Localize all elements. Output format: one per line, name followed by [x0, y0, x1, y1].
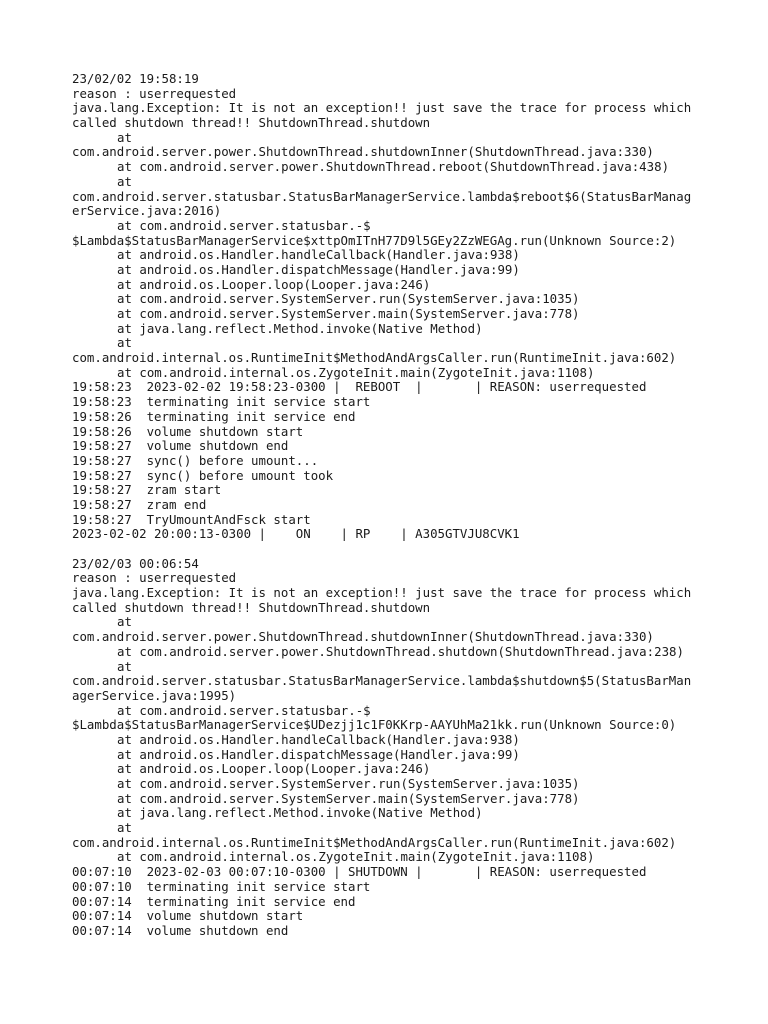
log-line: at com.android.internal.os.ZygoteInit.main(ZygoteInit.java:1108): [117, 849, 595, 865]
log-line: 19:58:27 volume shutdown end: [72, 438, 289, 454]
log-line: reason : userrequested: [72, 85, 237, 101]
log-line: at: [117, 820, 132, 836]
log-line: at android.os.Looper.loop(Looper.java:246): [117, 761, 431, 777]
log-line: at com.android.server.SystemServer.main(SystemServer.java:778): [117, 790, 580, 806]
log-line: at com.android.server.SystemServer.main(SystemServer.java:778): [117, 306, 580, 321]
log-line: 23/02/02 19:58:19: [72, 71, 199, 86]
log-line: com.android.server.power.ShutdownThread.shutdownInner(ShutdownThread.java:330): [72, 144, 654, 160]
log-line: java.lang.Exception: It is not an exception!! just save the trace for process which: [72, 100, 692, 116]
log-line: 19:58:26 volume shutdown start: [72, 423, 304, 439]
log-line: 2023-02-02 20:00:13-0300 | ON | RP | A305GTVJU8CVK1: [72, 526, 520, 542]
log-line: at com.android.server.statusbar.-$: [117, 702, 371, 718]
log-line: 00:07:10 terminating init service start: [72, 878, 371, 894]
log-line: 19:58:23 terminating init service start: [72, 394, 371, 410]
log-line: 19:58:27 zram start: [72, 482, 222, 498]
log-line: 19:58:27 sync() before umount took: [72, 467, 334, 483]
log-line: 00:07:14 volume shutdown end: [72, 922, 289, 938]
log-line: agerService.java:1995): [72, 687, 237, 703]
log-line: reason : userrequested: [72, 570, 237, 586]
log-line: 00:07:14 terminating init service end: [72, 893, 356, 909]
log-line: at android.os.Handler.handleCallback(Handler.java:938): [117, 247, 520, 263]
log-line: at: [117, 173, 132, 189]
log-line: at android.os.Handler.handleCallback(Handler.java:938): [117, 731, 520, 747]
log-line: at android.os.Handler.dispatchMessage(Handler.java:99): [117, 261, 520, 277]
log-line: at: [117, 614, 132, 630]
log-line: 19:58:27 TryUmountAndFsck start: [72, 511, 311, 527]
log-line: java.lang.Exception: It is not an exception!! just save the trace for process which: [72, 585, 692, 601]
log-document: [72, 72, 712, 939]
log-line: at: [117, 129, 132, 145]
log-line: at com.android.server.power.ShutdownThread.shutdown(ShutdownThread.java:238): [117, 643, 684, 659]
log-line: 23/02/03 00:06:54: [72, 555, 199, 571]
log-line: called shutdown thread!! ShutdownThread.shutdown: [72, 115, 431, 131]
log-line: com.android.server.power.ShutdownThread.shutdownInner(ShutdownThread.java:330): [72, 629, 654, 645]
log-line: at java.lang.reflect.Method.invoke(Native Method): [117, 805, 483, 821]
log-line: at com.android.server.SystemServer.run(SystemServer.java:1035): [117, 776, 580, 791]
log-line: called shutdown thread!! ShutdownThread.shutdown: [72, 599, 431, 615]
log-line: at: [117, 658, 132, 674]
log-line: com.android.server.statusbar.StatusBarManagerService.lambda$shutdown$5(StatusBarMan: [72, 673, 692, 689]
log-line: 00:07:10 2023-02-03 00:07:10-0300 | SHUTDOWN | | REASON: userrequested: [72, 864, 647, 880]
log-line: 19:58:27 sync() before umount...: [72, 452, 319, 468]
log-line: at android.os.Looper.loop(Looper.java:246): [117, 276, 431, 292]
log-line: com.android.internal.os.RuntimeInit$MethodAndArgsCaller.run(RuntimeInit.java:602): [72, 350, 677, 366]
log-line: at com.android.server.statusbar.-$: [117, 217, 371, 233]
log-line: at java.lang.reflect.Method.invoke(Native Method): [117, 320, 483, 336]
log-line: com.android.internal.os.RuntimeInit$MethodAndArgsCaller.run(RuntimeInit.java:602): [72, 834, 677, 850]
log-line: erService.java:2016): [72, 203, 222, 219]
log-line: $Lambda$StatusBarManagerService$UDezjj1c1F0KKrp-AAYUhMa21kk.run(Unknown Source:0): [72, 717, 677, 733]
log-line: 19:58:27 zram end: [72, 496, 207, 512]
log-line: 19:58:26 terminating init service end: [72, 408, 356, 424]
log-line: at com.android.server.power.ShutdownThread.reboot(ShutdownThread.java:438): [117, 159, 670, 175]
log-line: 19:58:23 2023-02-02 19:58:23-0300 | REBOOT | | REASON: userrequested: [72, 379, 647, 395]
log-line: com.android.server.statusbar.StatusBarManagerService.lambda$reboot$6(StatusBarManag: [72, 188, 692, 204]
log-line: at com.android.server.SystemServer.run(SystemServer.java:1035): [117, 291, 580, 307]
blank-line: [72, 542, 712, 557]
log-line: at android.os.Handler.dispatchMessage(Handler.java:99): [117, 746, 520, 762]
log-line: $Lambda$StatusBarManagerService$xttpOmITnH77D9l5GEy2ZzWEGAg.run(Unknown Source:2): [72, 232, 677, 248]
log-line: 00:07:14 volume shutdown start: [72, 908, 304, 924]
log-line: at com.android.internal.os.ZygoteInit.main(ZygoteInit.java:1108): [117, 364, 595, 380]
log-line: at: [117, 335, 132, 351]
